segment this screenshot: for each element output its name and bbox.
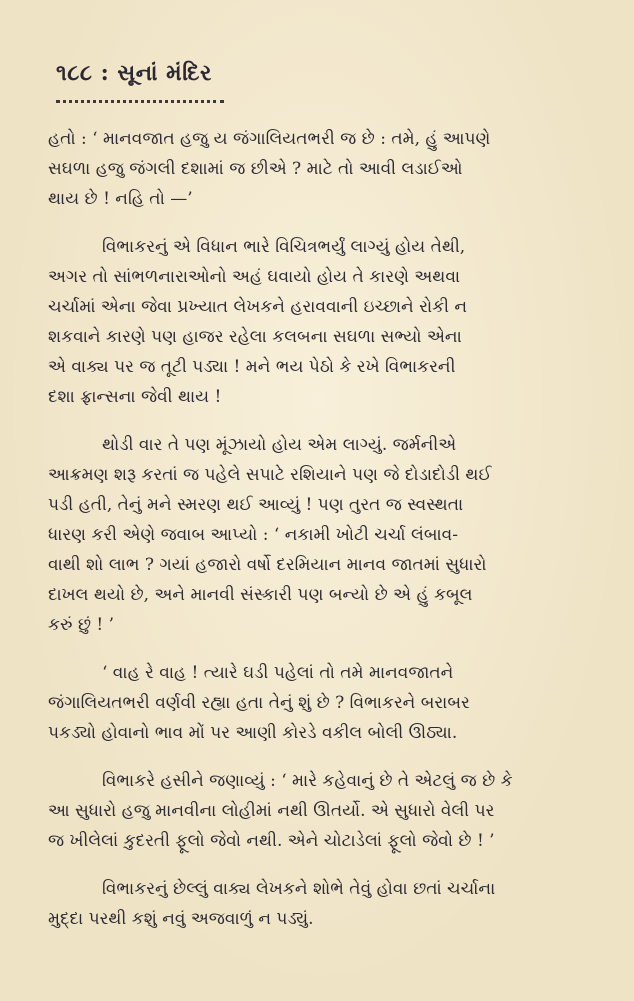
paragraph-1 xyxy=(48,124,592,214)
text-line: થોડી વાર તે પણ મૂંઝાયો હોય એમ લાગ્યું. જર્મનીએ xyxy=(102,435,457,455)
body-text xyxy=(48,124,592,934)
text-line: જંગાલિયતભરી વર્ણવી રહ્યા હતા તેનું શું છે ? વિભાકરને બરાબર xyxy=(48,693,470,713)
paragraph-5 xyxy=(48,766,592,856)
text-line: આક્રમણ શરૂ કરતાં જ પહેલે સપાટે રશિયાને પણ જે દોડાદોડી થઈ xyxy=(48,465,492,485)
text-line: ધારણ કરી એણે જવાબ આપ્યો : ‘ નકામી ખોટી ચર્ચા લંબાવ- xyxy=(48,525,458,545)
text-line: વાથી શો લાભ ? ગયાં હજારો વર્ષો દરમિયાન માનવ જાતમાં સુધારો xyxy=(48,555,487,575)
text-line: સઘળા હજુ જંગલી દશામાં જ છીએ ? માટે તો આવી લડાઈઓ xyxy=(48,159,463,179)
paragraph-3 xyxy=(48,430,592,640)
text-line: આ સુધારો હજુ માનવીના લોહીમાં નથી ઊતર્યો. એ સુધારો વેલી પર xyxy=(48,801,495,821)
page-header: ૧૮૮ : સૂનાં મંદિર xyxy=(56,60,212,86)
text-line: જ ખીલેલાં કુદરતી ફૂલો જેવો નથી. એને ચોટાડેલાં ફૂલો જેવો છે ! ’ xyxy=(48,831,495,851)
paragraph-2 xyxy=(48,232,592,412)
text-line: દશા ફ્રાન્સના જેવી થાય ! xyxy=(48,387,222,407)
text-line: વિભાકરનું એ વિધાન ભારે વિચિત્રભર્યું લાગ્યું હોય તેથી, xyxy=(102,237,466,257)
text-line: વિભાકરનું છેલ્લું વાક્ય લેખકને શોભે તેવું હોવા છતાં ચર્ચાના xyxy=(102,879,496,899)
text-line: અગર તો સાંભળનારાઓનો અહં ઘવાયો હોય તે કારણે અથવા xyxy=(48,267,461,287)
text-line: હતો : ‘ માનવજાત હજુ ય જંગાલિયતભરી જ છે : તમે, હું આપણે xyxy=(48,129,491,149)
text-line: દાખલ થયો છે, અને માનવી સંસ્કારી પણ બન્યો છે એ હું કબૂલ xyxy=(48,585,473,605)
text-line: થાય છે ! નહિ તો —’ xyxy=(48,189,193,209)
text-line: શકવાને કારણે પણ હાજર રહેલા કલબના સઘળા સભ્યો એના xyxy=(48,327,462,347)
text-line: એ વાક્ય પર જ તૂટી પડ્યા ! મને ભય પેઠો કે રખે વિભાકરની xyxy=(48,357,456,377)
text-line: પકડ્યો હોવાનો ભાવ મોં પર આણી કોરડે વકીલ બોલી ઊઠ્યા. xyxy=(48,723,458,743)
text-line: ‘ વાહ રે વાહ ! ત્યારે ઘડી પહેલાં તો તમે માનવજાતને xyxy=(102,663,454,683)
text-line: પડી હતી, તેનું મને સ્મરણ થઈ આવ્યું ! પણ તુરત જ સ્વસ્થતા xyxy=(48,495,464,515)
text-line: કરું છું ! ’ xyxy=(48,615,115,635)
paragraph-4 xyxy=(48,658,592,748)
text-line: મુદ્દા પરથી કશું નવું અજવાળું ન પડ્યું. xyxy=(48,909,314,929)
text-line: ચર્ચામાં એના જેવા પ્રખ્યાત લેખકને હરાવવાની ઇચ્છાને રોકી ન xyxy=(48,297,468,317)
paragraph-6 xyxy=(48,874,592,934)
header-dotted-rule xyxy=(56,100,224,103)
text-line: વિભાકરે હસીને જણાવ્યું : ‘ મારે કહેવાનું છે તે એટલું જ છે કે xyxy=(102,771,513,791)
